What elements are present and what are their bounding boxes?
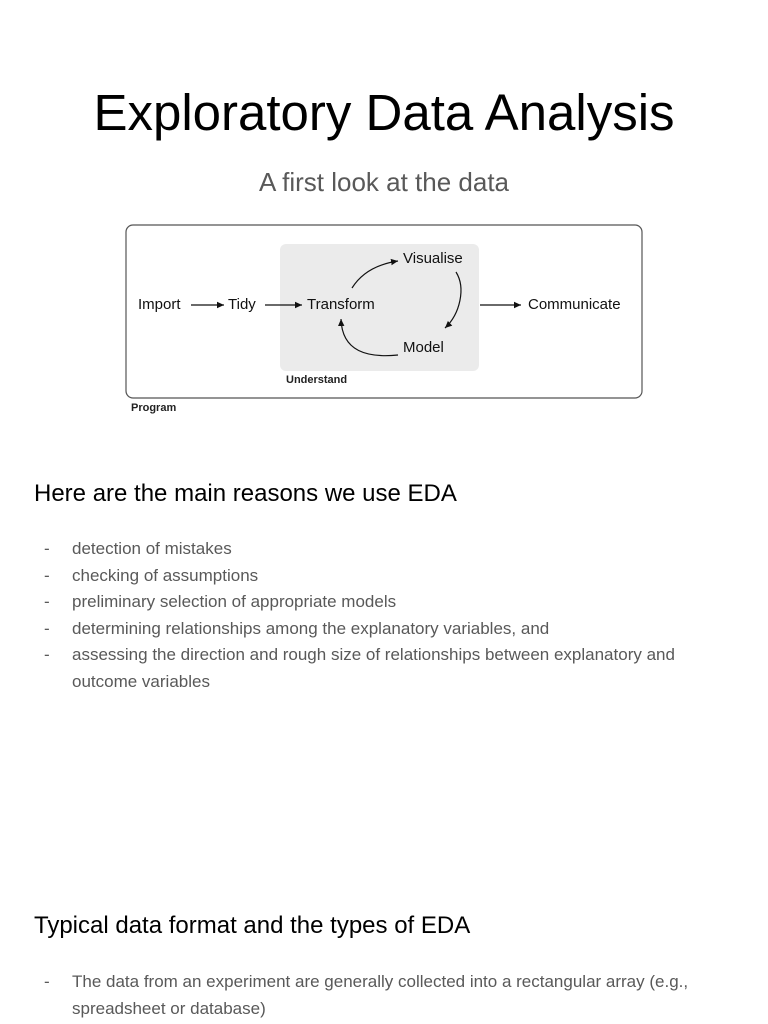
data-science-workflow-diagram [120,220,650,420]
workflow-diagram-graphics [120,220,650,420]
visualise-label: Visualise [403,250,463,267]
list-item-text: preliminary selection of appropriate models [72,592,397,611]
import-label: Import [138,296,181,313]
list-item [34,589,734,616]
bullet-marker: - [44,539,50,558]
list-item-text: determining relationships among the explanatory variables, and [72,618,550,638]
page-title: Exploratory Data Analysis [93,84,675,141]
bullet-marker: - [44,972,50,991]
list-item [34,536,734,563]
transform-label: Transform [307,296,375,313]
section-heading-reasons: Here are the main reasons we use EDA [34,480,457,507]
bullet-marker: - [44,565,50,585]
understand-label: Understand [286,374,348,386]
bullet-marker: - [44,645,50,664]
list-item-text: checking of assumptions [72,565,259,585]
list-item [34,616,734,643]
list-item-text: The data from an experiment are generally collected into a rectangular array (e.g., spreadsheet or database) [72,972,689,1018]
list-item [34,563,734,590]
section-heading-data-format: Typical data format and the types of EDA [34,912,471,939]
bullet-marker: - [44,618,50,638]
model-label: Model [403,339,444,356]
tidy-label: Tidy [228,296,256,313]
program-label: Program [131,402,177,414]
page-subtitle: A first look at the data [258,167,510,197]
list-item-text: assessing the direction and rough size of relationships between explanatory and outcome variables [72,645,675,691]
data-format-list [34,969,734,1022]
bullet-marker: - [44,592,50,611]
communicate-label: Communicate [528,296,621,313]
list-item-text: detection of mistakes [72,539,232,558]
list-item [34,642,734,695]
list-item [34,969,734,1022]
reasons-list [34,536,734,695]
